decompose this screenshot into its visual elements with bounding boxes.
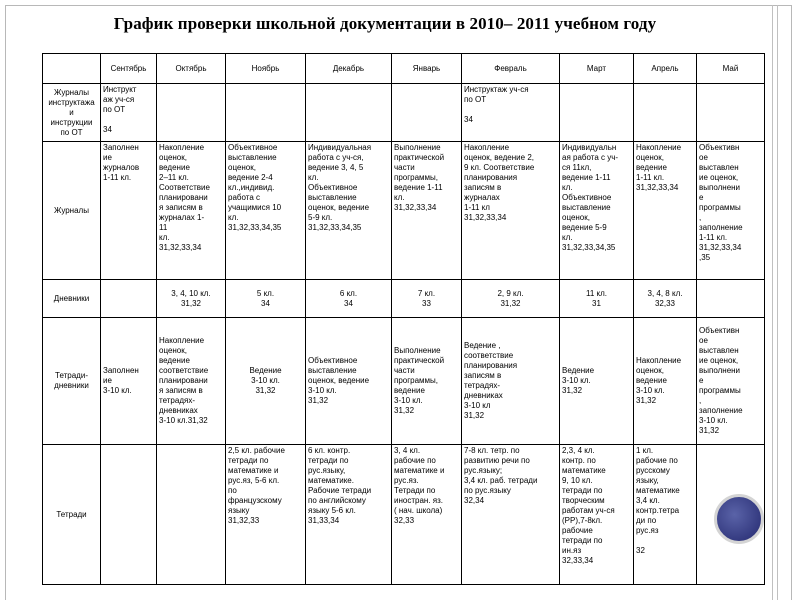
table-cell: Объективное выставление оценок, ведение 3-10 кл. 31,32 (306, 318, 392, 445)
table-cell: Инструкт аж уч-ся по ОТ 34 (101, 84, 157, 142)
table-cell: Заполнен ие журналов 1-11 кл. (101, 142, 157, 280)
table-cell: Выполнение практической части программы, ведение 1-11 кл. 31,32,33,34 (392, 142, 462, 280)
table-row (43, 318, 765, 445)
table-cell (392, 84, 462, 142)
month-header: Апрель (634, 54, 697, 84)
table-row (43, 280, 765, 318)
table-cell: Инструктаж уч-ся по ОТ 34 (462, 84, 560, 142)
table-cell: Индивидуальная работа с уч-ся, ведение 3, 4, 5 кл. Объективное выставление оценок, ведение 5-9 кл. 31,32,33,34,35 (306, 142, 392, 280)
corner-cell (43, 54, 101, 84)
table-cell: Заполнен ие 3-10 кл. (101, 318, 157, 445)
table-cell (101, 445, 157, 585)
table-cell: 5 кл. 34 (226, 280, 306, 318)
table-cell: 7 кл. 33 (392, 280, 462, 318)
table-cell (697, 280, 765, 318)
row-label: Журналы (43, 142, 101, 280)
table-cell: 3, 4, 8 кл. 32,33 (634, 280, 697, 318)
table-cell (226, 84, 306, 142)
table-cell: Выполнение практической части программы, ведение 3-10 кл. 31,32 (392, 318, 462, 445)
table-cell: 2,3, 4 кл. контр. по математике 9, 10 кл. тетради по творческим работам уч-ся (РР),7-8кл. рабочие тетради по ин.яз 32,33,34 (560, 445, 634, 585)
month-header: Март (560, 54, 634, 84)
table-cell (560, 84, 634, 142)
table-cell: Ведение 3-10 кл. 31,32 (560, 318, 634, 445)
table-cell (306, 84, 392, 142)
table-cell: Накопление оценок, ведение 2–11 кл. Соответствие планировани я записям в журналах 1- 11 кл. 31,32,33,34 (157, 142, 226, 280)
month-header: Ноябрь (226, 54, 306, 84)
month-header: Февраль (462, 54, 560, 84)
decor-line (777, 5, 778, 600)
table-cell: 11 кл. 31 (560, 280, 634, 318)
table-cell: Накопление оценок, ведение 3-10 кл. 31,32 (634, 318, 697, 445)
table-cell: 6 кл. контр. тетради по рус.языку, математике. Рабочие тетради по английскому языку 5-6 кл. 31,33,34 (306, 445, 392, 585)
row-label: Тетради- дневники (43, 318, 101, 445)
table-cell: Объективное выставление оценок, ведение 2-4 кл.,индивид. работа с учащимися 10 кл. 31,32,33,34,35 (226, 142, 306, 280)
table-row (43, 445, 765, 585)
table-cell: Объективн ое выставлен ие оценок, выполнени е программы , заполнение 3-10 кл. 31,32 (697, 318, 765, 445)
table-cell: Накопление оценок, ведение соответствие планировани я записям в тетрадях- дневниках 3-10 кл.31,32 (157, 318, 226, 445)
table-cell: 6 кл. 34 (306, 280, 392, 318)
table-cell (157, 84, 226, 142)
table-cell (101, 280, 157, 318)
table-row (43, 142, 765, 280)
table-cell (697, 445, 765, 585)
table-cell: 3, 4 кл. рабочие по математике и рус.яз. Тетради по иностран. яз. ( нач. школа) 32,33 (392, 445, 462, 585)
header-row (43, 54, 765, 84)
row-label: Тетради (43, 445, 101, 585)
table-cell: 7-8 кл. тетр. по развитию речи по рус.языку; 3,4 кл. раб. тетради по рус.языку 32,34 (462, 445, 560, 585)
table-cell: 3, 4, 10 кл. 31,32 (157, 280, 226, 318)
month-header: Декабрь (306, 54, 392, 84)
month-header: Сентябрь (101, 54, 157, 84)
month-header: Октябрь (157, 54, 226, 84)
page-title: График проверки школьной документации в 2010– 2011 учебном году (113, 14, 657, 33)
table-cell: Ведение 3-10 кл. 31,32 (226, 318, 306, 445)
table-cell: 2, 9 кл. 31,32 (462, 280, 560, 318)
table-cell: Накопление оценок, ведение 1-11 кл. 31,32,33,34 (634, 142, 697, 280)
month-header: Январь (392, 54, 462, 84)
table-cell: 2,5 кл. рабочие тетради по математике и рус.яз, 5-6 кл. по французскому языку 31,32,33 (226, 445, 306, 585)
table-row (43, 84, 765, 142)
schedule-table (42, 53, 765, 585)
table-cell: Накопление оценок, ведение 2, 9 кл. Соответствие планирования записям в журналах 1-11 кл 31,32,33,34 (462, 142, 560, 280)
month-header: Май (697, 54, 765, 84)
row-label: Дневники (43, 280, 101, 318)
decor-line (772, 5, 773, 600)
table-cell (634, 84, 697, 142)
row-label: Журналы инструктажа и инструкции по ОТ (43, 84, 101, 142)
table-cell (697, 84, 765, 142)
table-cell: Ведение , соответствие планирования записям в тетрадях- дневниках 3-10 кл 31,32 (462, 318, 560, 445)
table-cell: 1 кл. рабочие по русскому языку, математике 3,4 кл. контр.тетра ди по рус.яз 32 (634, 445, 697, 585)
table-cell (157, 445, 226, 585)
table-cell: Индивидуальн ая работа с уч- ся 11кл, ведение 1-11 кл. Объективное выставление оценок, ведение 5-9 кл. 31,32,33,34,35 (560, 142, 634, 280)
table-cell: Объективн ое выставлен ие оценок, выполнени е программы , заполнение 1-11 кл. 31,32,33,34 ,35 (697, 142, 765, 280)
